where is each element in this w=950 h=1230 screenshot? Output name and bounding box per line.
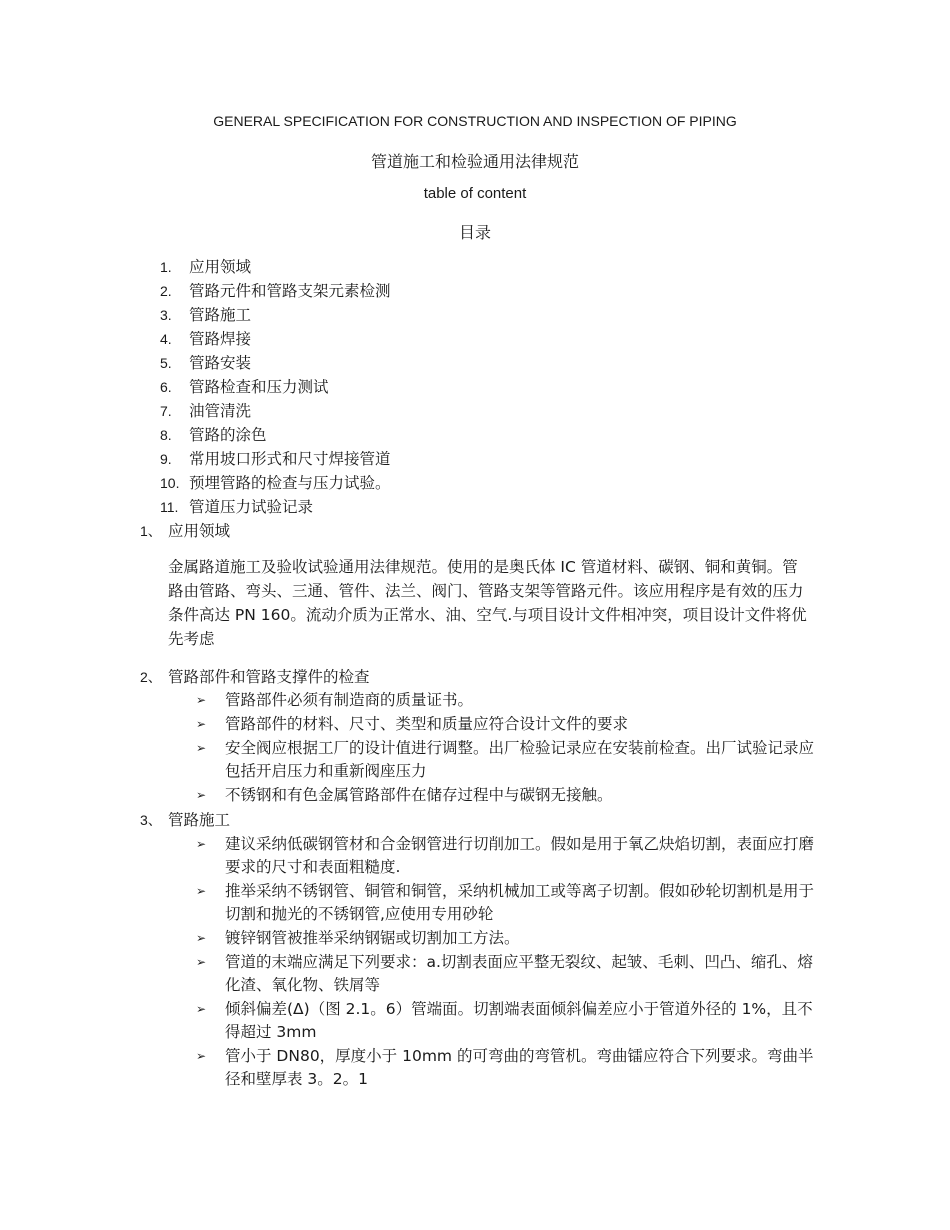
section-3-bullet-list	[196, 833, 814, 1092]
toc-item-label: 管路安装	[189, 354, 252, 372]
toc-item-number: 5.	[160, 355, 172, 371]
table-of-contents	[160, 256, 391, 520]
toc-item-number: 2.	[160, 283, 172, 299]
arrow-bullet-icon: ➢	[196, 693, 207, 707]
list-item-text: 管小于 DN80，厚度小于 10mm 的可弯曲的弯管机。弯曲镭应符合下列要求。弯曲半径和壁厚表 3。2。1	[225, 1047, 814, 1088]
list-item-text: 安全阀应根据工厂的设计值进行调整。出厂检验记录应在安装前检查。出厂试验记录应包括开启压力和重新阀座压力	[225, 739, 815, 780]
list-item	[196, 784, 814, 807]
list-item-text: 镀锌钢管被推举采纳钢锯或切割加工方法。	[225, 929, 520, 947]
toc-item-number: 4.	[160, 331, 172, 347]
section-number: 3、	[140, 812, 162, 828]
arrow-bullet-icon: ➢	[196, 837, 207, 851]
section-heading-2	[140, 666, 370, 688]
toc-item-label: 预埋管路的检查与压力试验。	[189, 474, 391, 492]
toc-item	[160, 376, 391, 400]
toc-item-label: 管路检查和压力测试	[189, 378, 329, 396]
toc-item	[160, 352, 391, 376]
toc-item-number: 1.	[160, 259, 172, 275]
document-title-zh: 管道施工和检验通用法律规范	[370, 152, 579, 171]
toc-item-label: 管路的涂色	[189, 426, 267, 444]
section-number: 1、	[140, 523, 162, 539]
list-item-text: 管道的末端应满足下列要求：a.切割表面应平整无裂纹、起皱、毛刺、凹凸、缩孔、熔化渣、氧化物、铁屑等	[225, 953, 813, 994]
section-title: 应用领域	[168, 522, 231, 540]
list-item	[196, 951, 814, 997]
toc-item-label: 常用坡口形式和尺寸焊接管道	[189, 450, 391, 468]
toc-item	[160, 256, 391, 280]
toc-item	[160, 424, 391, 448]
list-item	[196, 998, 814, 1044]
arrow-bullet-icon: ➢	[196, 955, 207, 969]
list-item	[196, 713, 814, 736]
arrow-bullet-icon: ➢	[196, 931, 207, 945]
list-item	[196, 927, 814, 950]
toc-item-number: 6.	[160, 379, 172, 395]
list-item-text: 建议采纳低碳钢管材和合金钢管进行切削加工。假如是用于氧乙炔焰切割，表面应打磨要求的尺寸和表面粗糙度.	[225, 835, 815, 876]
list-item	[196, 1045, 814, 1091]
arrow-bullet-icon: ➢	[196, 1049, 207, 1063]
toc-item-number: 9.	[160, 451, 172, 467]
toc-item-number: 10.	[160, 475, 180, 491]
arrow-bullet-icon: ➢	[196, 884, 207, 898]
toc-item	[160, 472, 391, 496]
list-item-text: 不锈钢和有色金属管路部件在储存过程中与碳钢无接触。	[225, 786, 613, 804]
section-number: 2、	[140, 669, 162, 685]
toc-heading-zh: 目录	[458, 223, 491, 242]
toc-item	[160, 304, 391, 328]
toc-item	[160, 280, 391, 304]
toc-item-number: 8.	[160, 427, 172, 443]
toc-item-label: 管道压力试验记录	[189, 498, 314, 516]
toc-item-number: 3.	[160, 307, 172, 323]
list-item	[196, 689, 814, 712]
toc-item-label: 管路焊接	[189, 330, 252, 348]
toc-item-label: 管路元件和管路支架元素检测	[189, 282, 391, 300]
list-item	[196, 833, 814, 879]
section-1-paragraph: 金属路道施工及验收试验通用法律规范。使用的是奥氏体 IC 管道材料、碳钢、铜和黄铜。管路由管路、弯头、三通、管件、法兰、阀门、管路支架等管路元件。该应用程序是有效的压力条件高达 PN 160。流动介质为正常水、油、空气.与项目设计文件相冲突，项目设计文件将优先考虑	[168, 558, 807, 648]
arrow-bullet-icon: ➢	[196, 788, 207, 802]
toc-heading-en: table of content	[423, 185, 527, 202]
toc-item-number: 7.	[160, 403, 172, 419]
list-item-text: 管路部件必须有制造商的质量证书。	[225, 691, 474, 709]
list-item-text: 倾斜偏差(Δ)（图 2.1。6）管端面。切割端表面倾斜偏差应小于管道外径的 1%，且不得超过 3mm	[225, 1000, 813, 1041]
list-item-text: 管路部件的材料、尺寸、类型和质量应符合设计文件的要求	[225, 715, 629, 733]
toc-item-label: 应用领域	[189, 258, 252, 276]
toc-item	[160, 328, 391, 352]
list-item-text: 推举采纳不锈钢管、铜管和铜管，采纳机械加工或等离子切割。假如砂轮切割机是用于切割和抛光的不锈钢管,应使用专用砂轮	[225, 882, 815, 923]
list-item	[196, 737, 814, 783]
arrow-bullet-icon: ➢	[196, 717, 207, 731]
toc-item	[160, 400, 391, 424]
section-heading-3	[140, 809, 230, 831]
toc-item-label: 管路施工	[189, 306, 252, 324]
arrow-bullet-icon: ➢	[196, 741, 207, 755]
section-title: 管路施工	[168, 811, 231, 829]
toc-item-label: 油管清洗	[189, 402, 252, 420]
list-item	[196, 880, 814, 926]
toc-item-number: 11.	[160, 499, 179, 515]
arrow-bullet-icon: ➢	[196, 1002, 207, 1016]
section-title: 管路部件和管路支撑件的检查	[168, 668, 370, 686]
section-2-bullet-list	[196, 689, 814, 808]
document-title-en: GENERAL SPECIFICATION FOR CONSTRUCTION AND INSPECTION OF PIPING	[213, 113, 737, 129]
section-heading-1	[140, 520, 230, 542]
toc-item	[160, 448, 391, 472]
toc-item	[160, 496, 391, 520]
